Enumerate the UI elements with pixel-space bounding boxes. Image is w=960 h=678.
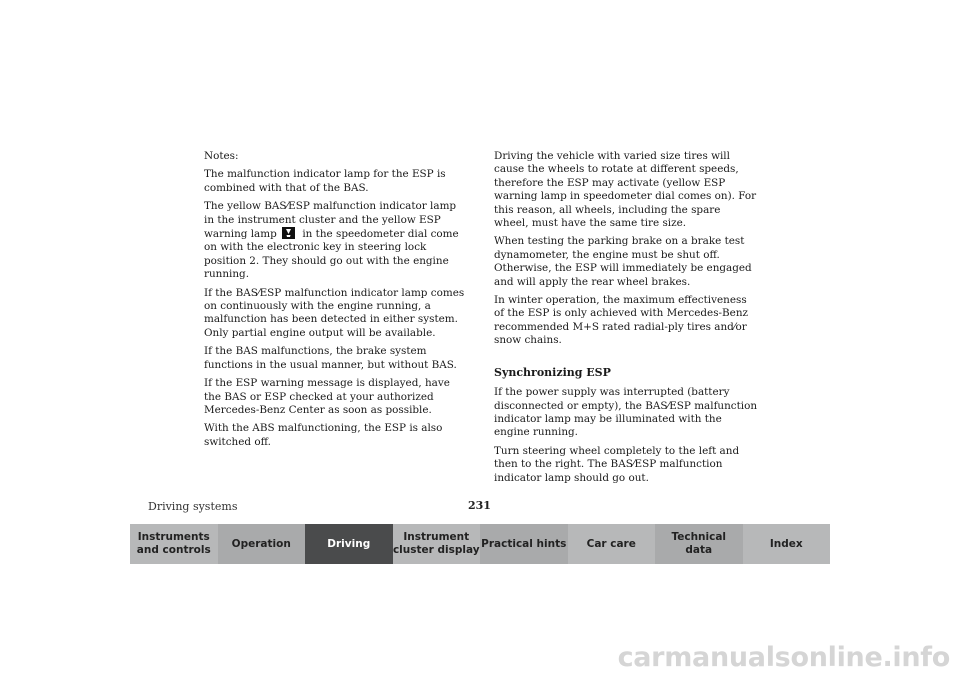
paragraph-brake-test: When testing the parking brake on a brake test dynamometer, the engine must be shut off. Otherwise, the ESP will immediately be engaged and will apply the rear wheel brakes.	[494, 235, 752, 288]
paragraph-yellow-lamps-start: The yellow BAS⁄ESP malfunction indicator lamp in the instrument cluster and the yellow ESP warning lamp	[204, 200, 457, 241]
paragraph-malfunction-lamp-combined: The malfunction indicator lamp for the ESP is combined with that of the BAS.	[204, 168, 446, 194]
paragraph-winter-operation: In winter operation, the maximum effectiveness of the ESP is only achieved with Mercedes-Benz recommended M+S rated radial-ply tires and⁄or snow chains.	[494, 294, 748, 347]
left-text-column	[204, 150, 466, 454]
tab-instruments-and-controls[interactable]: Instruments and controls	[130, 524, 218, 564]
paragraph-yellow-lamps	[204, 200, 466, 281]
paragraph-varied-tires: Driving the vehicle with varied size tires will cause the wheels to rotate at different speeds, therefore the ESP may activate (yellow ESP warning lamp in speedometer dial comes on). For this reason, all wheels, including the spare wheel, must have the same tire size.	[494, 150, 757, 230]
page-number: 231	[468, 499, 491, 512]
tab-practical-hints[interactable]: Practical hints	[480, 524, 568, 564]
tab-car-care[interactable]: Car care	[568, 524, 656, 564]
paragraph-turn-steering-wheel: Turn steering wheel completely to the left and then to the right. The BAS⁄ESP malfunction indicator lamp should go out.	[494, 444, 740, 484]
paragraph-abs-malfunction: With the ABS malfunctioning, the ESP is also switched off.	[204, 422, 443, 448]
tab-technical-data[interactable]: Technical data	[655, 524, 743, 564]
esp-warning-triangle-icon	[282, 227, 295, 239]
paragraph-power-interrupted: If the power supply was interrupted (battery disconnected or empty), the BAS⁄ESP malfunction indicator lamp may be illuminated with the engine running.	[494, 386, 758, 439]
paragraph-bas-malfunction: If the BAS malfunctions, the brake system functions in the usual manner, but without BAS.	[204, 345, 457, 371]
chapter-navigation-bar	[130, 524, 830, 564]
section-title: Driving systems	[148, 500, 238, 513]
paragraph-continuous-lamp: If the BAS⁄ESP malfunction indicator lamp comes on continuously with the engine running, a malfunction has been detected in either system. Only partial engine output will be available.	[204, 286, 465, 339]
paragraph-yellow-lamps-end: in the speedometer dial come on with the electronic key in steering lock position 2. They should go out with the engine running.	[204, 228, 459, 281]
section-heading-synchronizing-esp: Synchronizing ESP	[494, 365, 611, 379]
right-text-column	[494, 150, 758, 490]
tab-driving[interactable]: Driving	[305, 524, 393, 564]
tab-instrument-cluster-display[interactable]: Instrument cluster display	[393, 524, 481, 564]
tab-index[interactable]: Index	[743, 524, 831, 564]
watermark: carmanualsonline.info	[617, 642, 950, 673]
tab-operation[interactable]: Operation	[218, 524, 306, 564]
notes-heading: Notes:	[204, 150, 239, 162]
paragraph-esp-warning-message: If the ESP warning message is displayed, have the BAS or ESP checked at your authorized Mercedes-Benz Center as soon as possible.	[204, 377, 450, 416]
